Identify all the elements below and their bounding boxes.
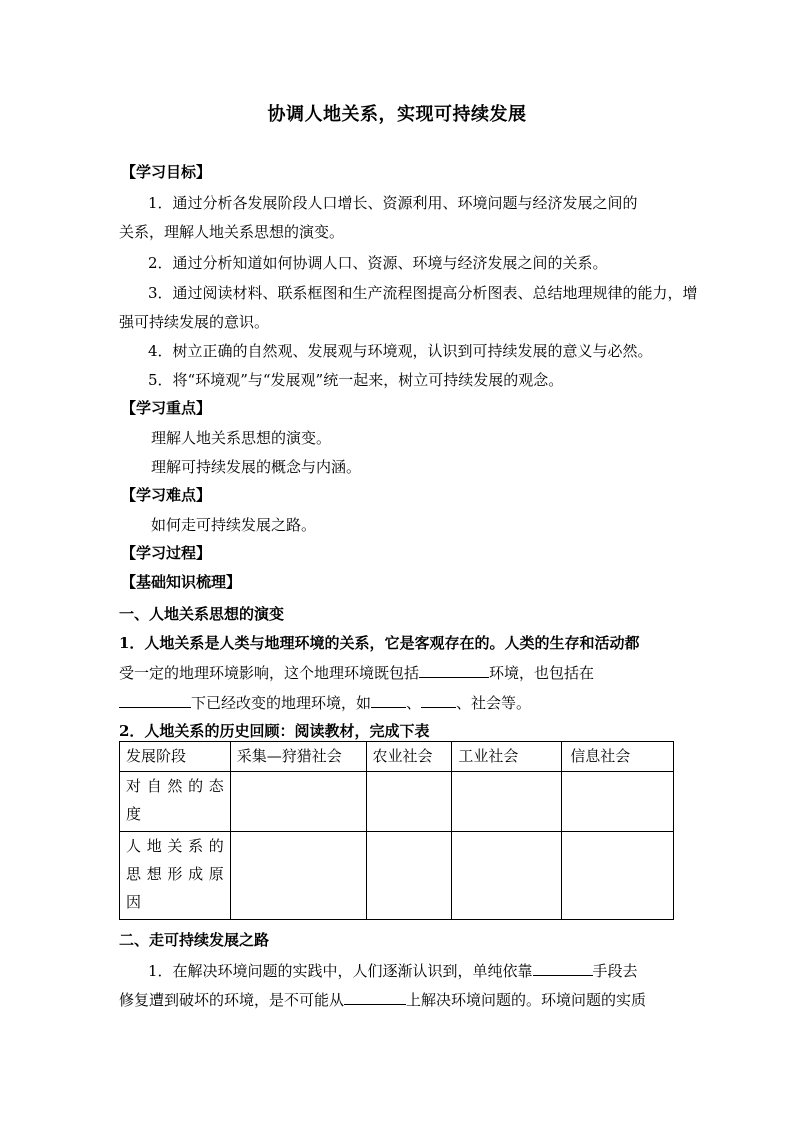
- fill-blank[interactable]: [119, 692, 191, 708]
- fill-blank[interactable]: [344, 989, 406, 1005]
- row-label-attitude: [120, 772, 231, 832]
- table-cell[interactable]: [230, 772, 366, 832]
- part1-q1-line1: [119, 633, 639, 653]
- part1-q2: 2．人地关系的历史回顾：阅读教材，完成下表: [119, 722, 430, 740]
- part1-heading: 一、人地关系思想的演变: [119, 605, 285, 623]
- q2-line1-text-a: 1．在解决环境问题的实践中，人们逐渐认识到，单纯依靠: [148, 962, 533, 980]
- objective-line-1: 1．通过分析各发展阶段人口增长、资源利用、环境问题与经济发展之间的: [148, 194, 638, 212]
- basics-heading: 【基础知识梳理】: [121, 573, 242, 591]
- difficult-point: 如何走可持续发展之路。: [151, 516, 317, 534]
- q1-line2-text-b: 环境，也包括在: [489, 664, 595, 682]
- table-cell[interactable]: [452, 832, 562, 920]
- table-cell[interactable]: [562, 772, 674, 832]
- table-row: [120, 832, 674, 920]
- key-point-2: 理解可持续发展的概念与内涵。: [151, 458, 362, 476]
- difficult-heading: 【学习难点】: [121, 486, 212, 504]
- key-point-1: 理解人地关系思想的演变。: [151, 429, 332, 447]
- part1-q1-line3: [119, 692, 531, 713]
- objective-line-3: 2．通过分析知道如何协调人口、资源、环境与经济发展之间的关系。: [148, 254, 608, 272]
- table-row: [120, 772, 674, 832]
- table-header-cell: 采集—狩猎社会: [230, 742, 366, 772]
- objective-line-6: 4．树立正确的自然观、发展观与环境观，认识到可持续发展的意义与必然。: [148, 342, 653, 360]
- row-label-reason: [120, 832, 231, 920]
- row-label-line: 对自然的态: [126, 777, 224, 795]
- fill-blank[interactable]: [419, 662, 489, 678]
- q2-line2-text-b: 上解决环境问题的。环境问题的实质: [406, 991, 647, 1009]
- fill-blank[interactable]: [371, 692, 406, 708]
- objective-line-5: 强可持续发展的意识。: [119, 313, 270, 331]
- table-cell[interactable]: [452, 772, 562, 832]
- part1-q1-line2: [119, 662, 594, 683]
- table-header-row: [120, 742, 674, 772]
- part2-heading: 二、走可持续发展之路: [119, 931, 270, 949]
- page-title: 协调人地关系，实现可持续发展: [267, 104, 527, 125]
- table-header-cell: 农业社会: [366, 742, 452, 772]
- fill-blank[interactable]: [533, 960, 593, 976]
- q1-line3-text-a: 下已经改变的地理环境，如: [191, 694, 372, 712]
- q1-line3-text-b: 、: [406, 694, 422, 712]
- row-label-line: 度: [126, 805, 142, 823]
- key-points-heading: 【学习重点】: [121, 399, 212, 417]
- row-label-line: 因: [126, 893, 142, 911]
- fill-blank[interactable]: [421, 692, 456, 708]
- q1-line2-text-a: 受一定的地理环境影响，这个地理环境既包括: [119, 664, 420, 682]
- part2-q1-line1: [148, 960, 638, 981]
- row-label-line: 人地关系的: [126, 837, 224, 855]
- part2-q1-line2: [119, 989, 646, 1010]
- q1-text: 1．人地关系是人类与地理环境的关系，它是客观存在的。人类的生存和活动都: [119, 634, 640, 652]
- objective-line-4: 3．通过阅读材料、联系框图和生产流程图提高分析图表、总结地理规律的能力，增: [148, 284, 698, 302]
- table-header-cell: 信息社会: [562, 742, 674, 772]
- table-cell[interactable]: [562, 832, 674, 920]
- q2-line2-text-a: 修复遭到破坏的环境，是不可能从: [119, 991, 345, 1009]
- objective-line-2: 关系，理解人地关系思想的演变。: [119, 223, 345, 241]
- q2-line1-text-b: 手段去: [592, 962, 638, 980]
- table-cell[interactable]: [230, 832, 366, 920]
- objectives-heading: 【学习目标】: [121, 163, 212, 181]
- process-heading: 【学习过程】: [121, 544, 212, 562]
- table-header-cell: 发展阶段: [120, 742, 231, 772]
- table-cell[interactable]: [366, 772, 452, 832]
- history-table: [119, 741, 674, 920]
- table-header-cell: 工业社会: [452, 742, 562, 772]
- objective-line-7: 5．将“环境观”与“发展观”统一起来，树立可持续发展的观念。: [148, 371, 564, 389]
- table-cell[interactable]: [366, 832, 452, 920]
- row-label-line: 思想形成原: [126, 865, 224, 883]
- q1-line3-text-c: 、社会等。: [456, 694, 532, 712]
